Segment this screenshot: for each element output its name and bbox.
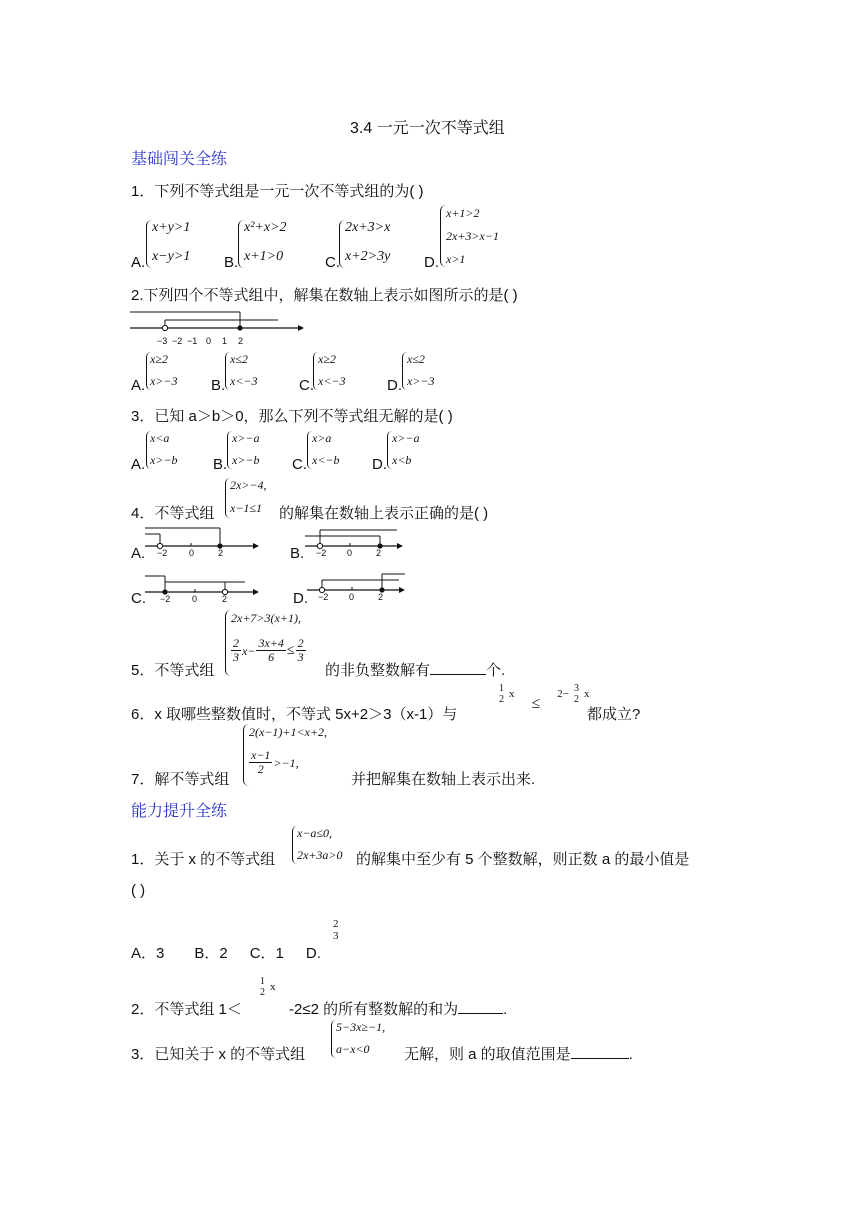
option-c-label: C. xyxy=(299,377,314,394)
fraction-numerator: x−1 xyxy=(251,748,271,762)
expression-part: 2− xyxy=(557,688,569,700)
option-b-label: B. xyxy=(213,456,228,473)
tick-label: 2 xyxy=(238,336,244,346)
tick-label: 2 xyxy=(378,592,384,602)
inequality-sign: ≤ xyxy=(531,695,541,712)
fraction-numerator: 1 xyxy=(499,683,504,694)
option-b-label: B. xyxy=(224,254,239,271)
tick-label: 0 xyxy=(206,336,212,346)
question-9-prefix: 2．不等式组 1＜ xyxy=(131,1001,242,1018)
number-line-option-b xyxy=(305,526,405,564)
fraction-denominator: 3 xyxy=(297,650,304,665)
system-line: 2x+3>x xyxy=(345,220,391,235)
fraction-numerator: 2 xyxy=(297,636,304,650)
system-line: x>−3 xyxy=(407,374,435,388)
tick-label: 0 xyxy=(347,548,353,558)
system-line: x<a xyxy=(150,431,170,445)
system-line: 2x+7>3(x+1), xyxy=(231,611,301,625)
question-1-stem: 1．下列不等式组是一元一次不等式组的为( ) xyxy=(131,183,424,200)
question-4-prefix: 4．不等式组 xyxy=(131,505,215,522)
tick-label: −2 xyxy=(160,594,171,604)
fraction-numerator: 3 xyxy=(574,683,579,694)
tick-label: −1 xyxy=(187,336,198,346)
tick-label: 0 xyxy=(349,592,355,602)
number-line-option-a xyxy=(145,524,260,564)
system-line xyxy=(249,749,299,776)
option-a-label: A. xyxy=(131,377,146,394)
tick-label: −3 xyxy=(157,336,168,346)
option-a-label: A. xyxy=(131,545,146,562)
number-line-option-c xyxy=(145,572,260,610)
system-line: x>−a xyxy=(232,431,260,445)
system-line: x²+x>2 xyxy=(244,220,287,235)
option-d-label: D. xyxy=(372,456,387,473)
system-line: x>−b xyxy=(150,453,178,467)
question-text: . xyxy=(503,1001,508,1018)
question-text: 的非负整数解有 xyxy=(325,662,431,679)
question-9-suffix xyxy=(289,998,507,1019)
question-text: . xyxy=(628,1046,633,1063)
system-line: 2(x−1)+1<x+2, xyxy=(249,725,328,739)
system-line: x+y>1 xyxy=(152,220,191,235)
system-line: x>a xyxy=(312,431,332,445)
question-5-prefix: 5．不等式组 xyxy=(131,662,215,679)
tick-label: 2 xyxy=(376,548,382,558)
system-line: x>−b xyxy=(232,453,260,467)
question-6-suffix: 都成立? xyxy=(587,706,641,723)
option-b-label: B. xyxy=(211,377,226,394)
variable: x xyxy=(584,688,590,700)
system-line: x≥2 xyxy=(318,352,336,366)
section-heading-advanced: 能力提升全练 xyxy=(131,803,228,820)
question-10-suffix xyxy=(404,1043,633,1064)
question-7-suffix: 并把解集在数轴上表示出来. xyxy=(351,771,536,788)
system-line: x≤2 xyxy=(230,352,248,366)
fraction-numerator: 2 xyxy=(233,636,239,650)
question-5-suffix xyxy=(325,659,505,680)
question-8-prefix: 1．关于 x 的不等式组 xyxy=(131,851,276,868)
fraction-denominator: 6 xyxy=(268,650,275,665)
system-line: x<−b xyxy=(312,453,340,467)
question-10-prefix: 3．已知关于 x 的不等式组 xyxy=(131,1046,306,1063)
system-line: 2x+3a>0 xyxy=(297,848,343,862)
question-9-fraction xyxy=(258,976,276,998)
tick-label: 1 xyxy=(222,336,228,346)
question-6-expression xyxy=(497,683,590,712)
system-line: a−x<0 xyxy=(336,1042,370,1056)
tick-label: −2 xyxy=(172,336,183,346)
question-text: 个. xyxy=(486,662,506,679)
option-d-label: D. xyxy=(293,590,308,607)
question-8-paren: ( ) xyxy=(131,882,146,899)
question-8-options xyxy=(131,942,321,963)
system-line: 2x>−4, xyxy=(230,478,267,492)
fraction-numerator: 3x+4 xyxy=(258,636,284,650)
fraction-numerator: 1 xyxy=(260,976,265,987)
option-d-label: D. xyxy=(387,377,402,394)
system-line: x>−3 xyxy=(150,374,178,388)
inequality-sign: ≤ xyxy=(286,642,295,658)
page-title: 3.4 一元一次不等式组 xyxy=(350,120,505,137)
system-line xyxy=(231,637,306,664)
question-4-suffix: 的解集在数轴上表示正确的是( ) xyxy=(279,505,489,522)
system-line: x>−a xyxy=(392,431,420,445)
question-3-stem: 3．已知 a＞b＞0，那么下列不等式组无解的是( ) xyxy=(131,408,453,425)
system-line: x+2>3y xyxy=(345,249,391,264)
option-c-label: C. xyxy=(292,456,307,473)
system-line: x<b xyxy=(392,453,412,467)
tick-label: −2 xyxy=(157,548,168,558)
option-a-label: A. xyxy=(131,456,146,473)
question-7-prefix: 7．解不等式组 xyxy=(131,771,230,788)
question-text: 无解，则 a 的取值范围是 xyxy=(404,1046,571,1063)
variable: x xyxy=(509,688,515,700)
option-c-label: C. xyxy=(325,254,340,271)
system-line: x>1 xyxy=(446,252,466,266)
question-8-suffix: 的解集中至少有 5 个整数解，则正数 a 的最小值是 xyxy=(356,851,690,868)
answer-blank[interactable] xyxy=(458,1013,503,1014)
option-c: C．1 xyxy=(249,945,284,962)
question-text: -2≤2 的所有整数解的和为 xyxy=(289,1001,459,1018)
tick-label: 2 xyxy=(218,548,224,558)
answer-blank[interactable] xyxy=(430,674,486,675)
tick-label: 2 xyxy=(222,594,228,604)
expression-part: x− xyxy=(242,643,256,658)
question-6-prefix: 6．x 取哪些整数值时，不等式 5x+2＞3（x-1）与 xyxy=(131,706,458,723)
fraction-denominator: 2 xyxy=(499,694,504,705)
option-d: D. xyxy=(305,945,321,962)
answer-blank[interactable] xyxy=(571,1058,629,1059)
fraction-denominator: 2 xyxy=(574,694,579,705)
system-line: x<−3 xyxy=(230,374,258,388)
option-a: A．3 xyxy=(131,945,165,962)
section-heading-basic: 基础闯关全练 xyxy=(131,151,228,168)
system-line: x≤2 xyxy=(407,352,425,366)
system-line: x+1>0 xyxy=(244,249,284,264)
fraction-numerator: 2 xyxy=(333,918,339,930)
system-line: 5−3x≥−1, xyxy=(336,1020,386,1034)
system-line: x≥2 xyxy=(150,352,168,366)
system-line: 2x+3>x−1 xyxy=(446,229,499,243)
option-c-label: C. xyxy=(131,590,146,607)
question-2-stem: 2.下列四个不等式组中，解集在数轴上表示如图所示的是( ) xyxy=(131,287,518,304)
tick-label: 0 xyxy=(192,594,198,604)
expression-part: >−1, xyxy=(273,755,299,770)
option-b: B．2 xyxy=(194,945,228,962)
option-d-fraction xyxy=(331,918,341,942)
system-line: x+1>2 xyxy=(446,206,480,220)
tick-label: −2 xyxy=(316,548,327,558)
system-line: x<−3 xyxy=(318,374,346,388)
option-a-label: A. xyxy=(131,254,146,271)
fraction-denominator: 3 xyxy=(333,930,339,943)
tick-label: −2 xyxy=(318,592,329,602)
fraction-denominator: 2 xyxy=(257,762,264,777)
number-line-option-d xyxy=(307,570,407,608)
option-d-label: D. xyxy=(424,254,439,271)
variable: x xyxy=(270,981,276,993)
system-line: x−a≤0, xyxy=(297,826,333,840)
fraction-denominator: 3 xyxy=(233,650,239,665)
system-line: x−y>1 xyxy=(152,249,191,264)
fraction-denominator: 2 xyxy=(260,987,265,998)
tick-label: 0 xyxy=(189,548,195,558)
system-line: x−1≤1 xyxy=(230,501,263,515)
option-b-label: B. xyxy=(290,545,305,562)
